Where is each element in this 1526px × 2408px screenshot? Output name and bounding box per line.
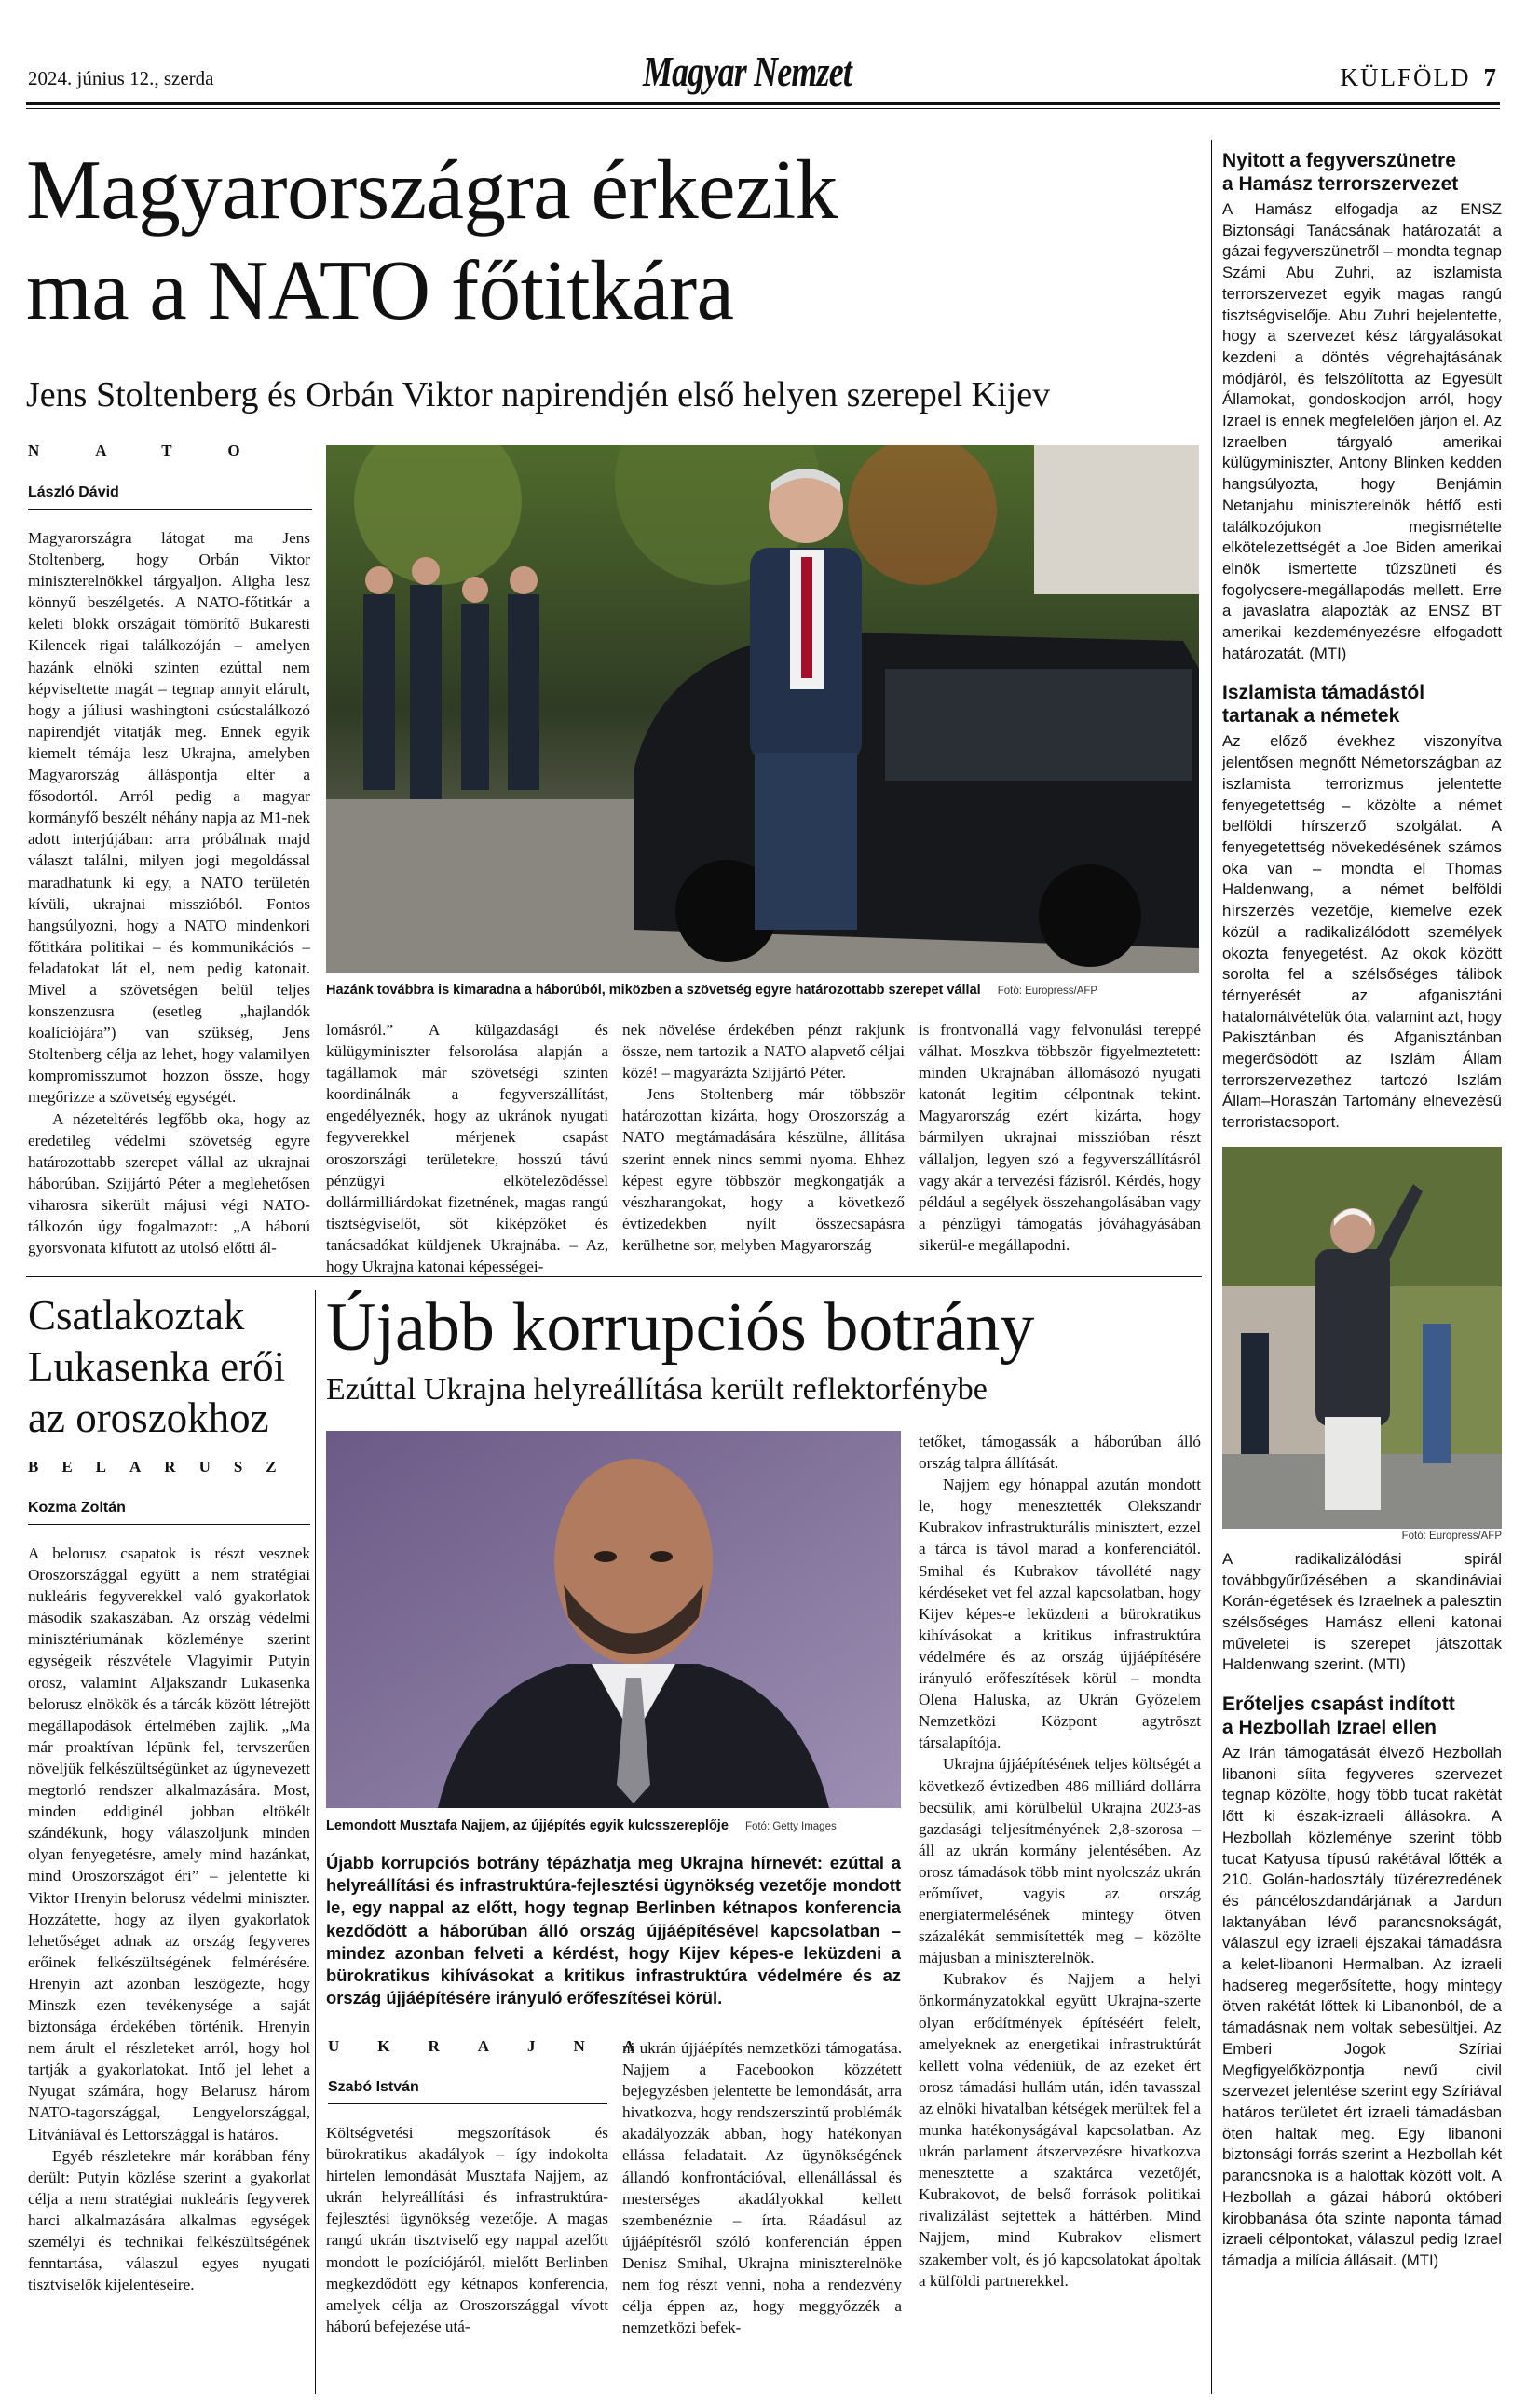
header-rule (26, 102, 1500, 105)
corruption-byline: Szabó István (328, 2079, 419, 2095)
section-divider (26, 1276, 1202, 1277)
main-photo-caption (326, 983, 1199, 998)
photo-credit: Fotó: Getty Images (744, 1821, 837, 1832)
sidebar-title-line: a Hamász terrorszervezet (1222, 173, 1459, 195)
belarus-title-line2: Lukasenka erői (28, 1343, 286, 1390)
paragraph: Najjem egy hónappal azután mondott le, hogy menesztették Olekszandr Kubrakov infrastrukturális minisztert, ezzel a tárca is távol marad a konferenciától. Smihal és Kubrakov távollété nagy kérdéseket vet fel azzal kapcsolatban, hogy Kijev képes-e leküzdeni a bürokratikus kihívásokat a kritikus infrastruktúra védelmére és az ország újjáépítésére irányuló erőfeszítések körül – mondta Olena Haluska, az Ukrán Győzelem Nemzetközi Központ agytröszt társalapítója. (919, 1476, 1201, 1752)
sidebar-divider (1211, 140, 1212, 2394)
cologne-photo (1222, 1147, 1502, 1529)
corruption-col3 (919, 1431, 1201, 2292)
stoltenberg-photo (326, 445, 1199, 973)
sidebar-item-body: Az Irán támogatását élvező Hezbollah libanoni síita fegyveres szervezet tegnap közölte, hogy több tucat rakétát lőtt ki észak-izraeli állásokra. A Hezbollah közleménye szerint több tucat Katyusa típusú rakétával lőtték a 210. Golán-hadosztály tüzérezredének és páncéloszdandárjának a Jardun laktanyában lévő parancsnokságát, válaszul egy izraeli éjszakai támadásra a kelet-libanoni Hermalban. Az izraeli hadsereg megerősítette, hogy mintegy ötven rakétát lőttek ki Libanonból, de a támadásnak nem voltak sebesültjei. Az Emberi Jogok Szíriai Megfigyelőközpontja nevű civil szervezet jelentése szerint egy Szíriával határos területet ért izraeli támadásban öten haltak meg. Egy libanoni biztonsági forrás szerint a Hezbollah két parancsnoka is a halottak között volt. A Hezbollah a gázai háború októberi kirobbanása óta szinte naponta támad izraeli célpontokat, válaszul pedig Izrael támadja a milícia állásait. (MTI) (1222, 1744, 1502, 2269)
main-kicker: NATO (28, 442, 296, 459)
page-number: 7 (1483, 63, 1498, 91)
paragraph: tetőket, támogassák a háborúban álló ország talpra állítását. (919, 1433, 1201, 1473)
header-rule-thin (26, 108, 1500, 109)
paragraph: A belorusz csapatok is részt vesznek Oroszországgal együtt a nem stratégiai nukleáris fegyverekkel való gyakorlatok második szakaszában. Az ország védelmi minisztériumának közleménye szerint egységeik részvétele Vlagyimir Putyin orosz, valamint Aljakszandr Lukasenka belorusz elnökök és a tárcák között létrejött megállapodások értelmében zajlik. „Ma már proaktívan lépünk fel, tervszerűen növeljük felkészültségünket az úgynevezett megtorló rendszer alkalmazására. Most, minden eddiginél jobban eltökélt szándékunk, hogy válaszoljunk minden olyan fenyegetésre, amely mind hazánkat, mind Oroszországot éri” – jelentette ki Viktor Hrenyin belorusz védelmi miniszter. Hozzátette, hogy az ilyen gyakorlatok lehetőséget adnak az ország fegyveres erőinek felkészültségének felmérésére. Hrenyin azt azonban leszögezte, hogy Minszk ezen tevékenysége a saját biztonsága érdekében történik. Hrenyin nem árult el részleteket arról, hogy hol tartják a gyakorlatokat. Intő jel lehet a Nyugat számára, hogy Belarusz három NATO-tagországgal, Lengyelországgal, Litvániával és Lettországgal is határos. (28, 1544, 310, 2143)
corruption-lead: Újabb korrupciós botrány tépázhatja meg Ukrajna hírnevét: ezúttal a helyreállítási és infrastruktúra-fejlesztési ügynökség vezetője mondott le, egy nappal az előtt, hogy tegnap Berlinben kétnapos konferencia kezdődött a háborúban álló ország újjáépítésével kapcsolatban – mindez azonban felveti a kérdést, hogy Kijev képes-e leküzdeni a bürokratikus kihívásokat a kritikus infrastruktúra védelmére és az ország újjáépítésére irányuló erőfeszítései körül. (326, 1853, 901, 2008)
photo-credit: Fotó: Europress/AFP (997, 986, 1098, 997)
main-col4 (919, 1019, 1201, 1256)
sidebar-title-line: tartanak a németek (1222, 705, 1400, 728)
section-header (1341, 63, 1499, 92)
najjem-photo (326, 1431, 901, 1808)
corruption-kicker: UKRAJNA (328, 2037, 674, 2055)
cologne-photo-image (1222, 1147, 1502, 1529)
sidebar (1222, 149, 1502, 2272)
corruption-col1 (326, 2122, 608, 2337)
sidebar-title-line: a Hezbollah Izrael ellen (1222, 1717, 1437, 1739)
najjem-photo-image (326, 1431, 901, 1808)
main-col3 (622, 1019, 905, 1256)
corruption-photo-caption (326, 1818, 901, 1833)
paragraph: lomásról.” A külgazdasági és külügyminiszter felsorolása alapján a tagállamok már szövetségi szinten koordinálnák a fegyverszállítást, engedélyeznék, hogy az ukránok nyugati fegyverekkel mérjenek csapást oroszországi területekre, hosszú távú pénzügyi elkötelezõdéssel dollármilliárdokat fizetnének, magas rangú tisztségviselőt, sőt kiképzőket és tanácsadókat küldjenek Ukrajnába. – Az, hogy Ukrajna katonai képességei- (326, 1021, 608, 1276)
corruption-subtitle: Ezúttal Ukrajna helyreállítása került reflektorfénybe (326, 1372, 988, 1407)
byline-rule (28, 509, 312, 510)
belarus-title (28, 1290, 312, 1444)
paragraph: Kubrakov és Najjem a helyi önkormányzatokkal együtt Ukrajna-szerte olyan erődítmények építéséért felelt, amelyeknek az energetikai infrastruktúrát kellett volna védeniük, de az ezeket ért orosz támadási hullám után, idén tavasszal az elnöki hivatalban kétségek merültek fel a munka hatékonyságával kapcsolatban. Az ukrán parlament átszervezésre hivatkozva menesztette a szaktárca vezetőjét, Kubrakovot, de belső források politikai rivalizálást sejtettek a háttérben. Mind Najjem, mind Kubrakov elismert szakember volt, és jó kapcsolatokat ápoltak a külföldi partnerekkel. (919, 1970, 1201, 2290)
belarus-title-line3: az oroszokhoz (28, 1394, 269, 1441)
sidebar-title-line: Nyitott a fegyverszünetre (1222, 150, 1456, 171)
caption-text: Hazánk továbbra is kimaradna a háborúból, miközben a szövetség egyre határozottabb szerepet vállal (326, 983, 981, 998)
paragraph: Egyéb részletekre már korábban fény derült: Putyin közlése szerint a gyakorlat célja a nem stratégiai nukleáris fegyverek harci alkalmazására alkalmas egységek személyi és technikai felkészültségének fenntartása, válaszul egyes nyugati tisztviselők kijelentéseire. (28, 2146, 310, 2294)
paragraph: Költségvetési megszorítások és bürokratikus akadályok – így indokolta hirtelen lemondását Musztafa Najjem, az ukrán helyreállítási és infrastruktúra-fejlesztési ügynökség vezetője. A magas rangú ukrán tisztviselő egy nappal azelőtt mondott le pozíciójáról, mielőtt Berlinben megkezdődött egy kétnapos konferencia, amelyek célja az Oroszországgal vívott háború befejezése utá- (326, 2124, 608, 2335)
column-divider-left (315, 1290, 316, 2394)
belarus-title-line1: Csatlakoztak (28, 1292, 245, 1339)
sidebar-title-line: Iszlamista támadástól (1222, 682, 1425, 704)
paragraph: ni ukrán újjáépítés nemzetközi támogatása. Najjem a Facebookon közzétett bejegyzésben jelentette be lemondását, arra hivatkozva, hogy rendszerszintű problémák akadályozzák abban, hogy hatékonyan ellássa feladatait. Az ügynökségének állandó konfrontációval, ellenállással és mesterséges akadályokkal kellett szembenéznie – írta. Ráadásul az újjáépítésről szóló konferencián éppen Denisz Smihal, Ukrajna miniszterelnöke nem fog részt venni, noha a rendezvény célja éppen az, hogy meggyőzzék a nemzetközi befek- (622, 2039, 902, 2337)
sidebar-item-title (1222, 149, 1502, 196)
sidebar-item-title (1222, 681, 1502, 728)
sidebar-item-body: A Hamász elfogadja az ENSZ Biztonsági Tanácsának határozatát a gázai fegyverszünetről – mondta tegnap Számi Abu Zuhri, az iszlamista terrorszervezet egyik magas rangú tisztségviselője. Abu Zuhri bejelentette, hogy a szervezet kész tárgyalásokat kezdeni a döntés végrehajtásának módjáról, és felszólította az Egyesült Államokat, gondoskodjon arról, hogy Izrael is ennek megfelelően járjon el. Az Izraelben tárgyaló amerikai külügyminiszter, Antony Blinken kedden hangsúlyozta, hogy Benjámin Netanjahu miniszterelnök hétfő esti találkozójukon megismételte elkötelezettségét a Joe Biden amerikai elnök ismertette tűzszüneti és fogolycsere-megállapodás mellett. Erre a javaslatra alapozták az ENSZ BT amerikai kezdeményezésre elfogadott határozatát. (MTI) (1222, 200, 1502, 662)
main-subtitle: Jens Stoltenberg és Orbán Viktor napirendjén első helyen szerepel Kijev (26, 375, 1051, 415)
belarus-body (28, 1543, 310, 2295)
stoltenberg-photo-image (326, 445, 1199, 973)
paragraph: Jens Stoltenberg már többször határozottan kizárta, hogy Oroszország a NATO megtámadására készülne, állítása szerint ennek nincs semmi nyoma. Ehhez képest egyre többször megkongatják a vészharangokat, hogy a következő évtizedekben nyílt összecsapásra kerülhetne sor, melyben Magyarország (622, 1085, 905, 1254)
issue-date: 2024. június 12., szerda (28, 67, 214, 89)
paragraph: nek növelése érdekében pénzt rakjunk össze, nem tartozik a NATO alapvető céljai közé! – magyarázta Szijjártó Péter. (622, 1021, 905, 1082)
paragraph: Ukrajna újjáépítésének teljes költségét a következő évtizedben 486 milliárd dollárra becsülik, ami körülbelül Ukrajna 2023-as gazdasági teljesítményének 2,8-szorosa – áll az ukrán kormány jelentésében. Az orosz támadások több mint nyolcszáz ukrán erőművet, vagyis az ország energiatermelésének mintegy ötven százalékát semmisítették meg – közölte májusban a miniszterelnök. (919, 1755, 1201, 1967)
sidebar-item-body: Az előző évekhez viszonyítva jelentősen megnőtt Németországban az iszlamista terrorizmus jelentette fenyegetettség – közölte a német belföldi hírszerző szolgálat. A fenyegetettség növekedésének számos oka van – mondta el Thomas Haldenwang, a német belföldi hírszerzés vezetője, kiemelve ezek közül a radikalizálódott személyek okozta fenyegetést. Az okok között sorolta fel a szélsőséges tálibok térnyerését az afganisztáni hatalomátvételük óta, valamint azt, hogy Pakisztánban és Afganisztánban megerősödött az Iszlám Állam terrorszervezethez tartozó Iszlám Állam–Horaszán Tartomány elnevezésű terroristacsoport. (1222, 732, 1502, 1132)
corruption-title: Újabb korrupciós botrány (326, 1289, 1035, 1366)
paragraph: is frontvonallá vagy felvonulási tereppé válhat. Moszkva többször figyelmeztetett: minden Ukrajnában állomásozó nyugati katonát legitim célpontnak tekint. Magyarország ezért kizárta, hogy bármilyen ukrajnai misszióban részt vállaljon, legyen szó a fegyverszállításról vagy akár a tervezési fázisról. Kérdés, hogy például a segélyek összehangolásában vagy a pénzügyi támogatás jóváhagyásában sikerül-e megállapodni. (919, 1021, 1201, 1254)
byline-rule (28, 1524, 310, 1525)
main-title-line1: Magyarországra érkezik (26, 143, 838, 237)
paragraph: A nézeteltérés legfőbb oka, hogy az eredetileg védelmi szövetség egyre határozottabb szerepet vállal az ukrajnai háborúban. Szijjártó Péter a meglehetősen viharosra sikerült májusi végi NATO-tálkozón úgy fogalmazott: „A háború gyorsvonata kifutott az utolsó előtti ál- (28, 1109, 310, 1258)
section-name: KÜLFÖLD (1340, 63, 1471, 91)
newspaper-logo: Magyar Nemzet (643, 48, 852, 95)
belarus-kicker: BELARUSZ (28, 1458, 300, 1476)
sidebar-title-line: Erőteljes csapást indított (1222, 1694, 1455, 1716)
main-col2 (326, 1019, 608, 1277)
corruption-col2 (622, 2037, 902, 2338)
main-title (26, 140, 1209, 341)
sidebar-item-title (1222, 1693, 1502, 1739)
paragraph: Magyarországra látogat ma Jens Stoltenberg, hogy Orbán Viktor miniszterelnökkel tárgyaljon. Aligha lesz könnyű beszélgetés. A NATO-főtitkár a keleti blokk országait tömörítő Bukaresti Kilencek rigai találkozóján – amelyen hazánk elnöki szinten ezúttal nem képviseltette magát – tegnap annyit elárult, hogy a júliusi washingtoni csúcstalálkozó napirendjét vitatják meg. Ennek egyik kiemelt témája lesz Ukrajna, amelyben Magyarország álláspontja eltér a fősodortól. Arról pedig a magyar kormányfő beszélt néhány napja az M1-nek adott interjújában: arra próbálnak majd választ találni, milyen jogi megoldással maradhatunk ki egy, a NATO területén kívüli, ukrajnai misszióból. Fontos hangsúlyozni, hogy a NATO mindenkori főtitkára politikai – és kommunikációs – feladatokat lát el, nem pedig katonait. Mivel a szövetségen belül teljes konszenzusra (esetleg „hajlandók koalíciójára”) van szükség, Jens Stoltenberg célja az lehet, hogy valamilyen kompromisszumot hozzon össze, hogy megőrizze a szövetség egységét. (28, 529, 310, 1107)
caption-text: Lemondott Musztafa Najjem, az újjépítés egyik kulcsszereplője (326, 1818, 729, 1833)
byline-rule (328, 2103, 607, 2104)
belarus-byline: Kozma Zoltán (28, 1500, 126, 1516)
main-col1 (28, 527, 310, 1258)
sidebar-photo-caption: A radikalizálódási spirál továbbgyűrűzésében a skandináviai Korán-égetések és Izraelnek a palesztin szélsőséges Hamász elleni katonai műveletei is szerepet játszottak Haldenwang szerint. (MTI) (1222, 1549, 1502, 1674)
main-title-line2: ma a NATO főtitkára (26, 243, 734, 337)
sidebar-photo-credit: Fotó: Europress/AFP (1401, 1530, 1502, 1542)
main-article (26, 140, 1209, 341)
main-byline: László Dávid (28, 484, 119, 500)
